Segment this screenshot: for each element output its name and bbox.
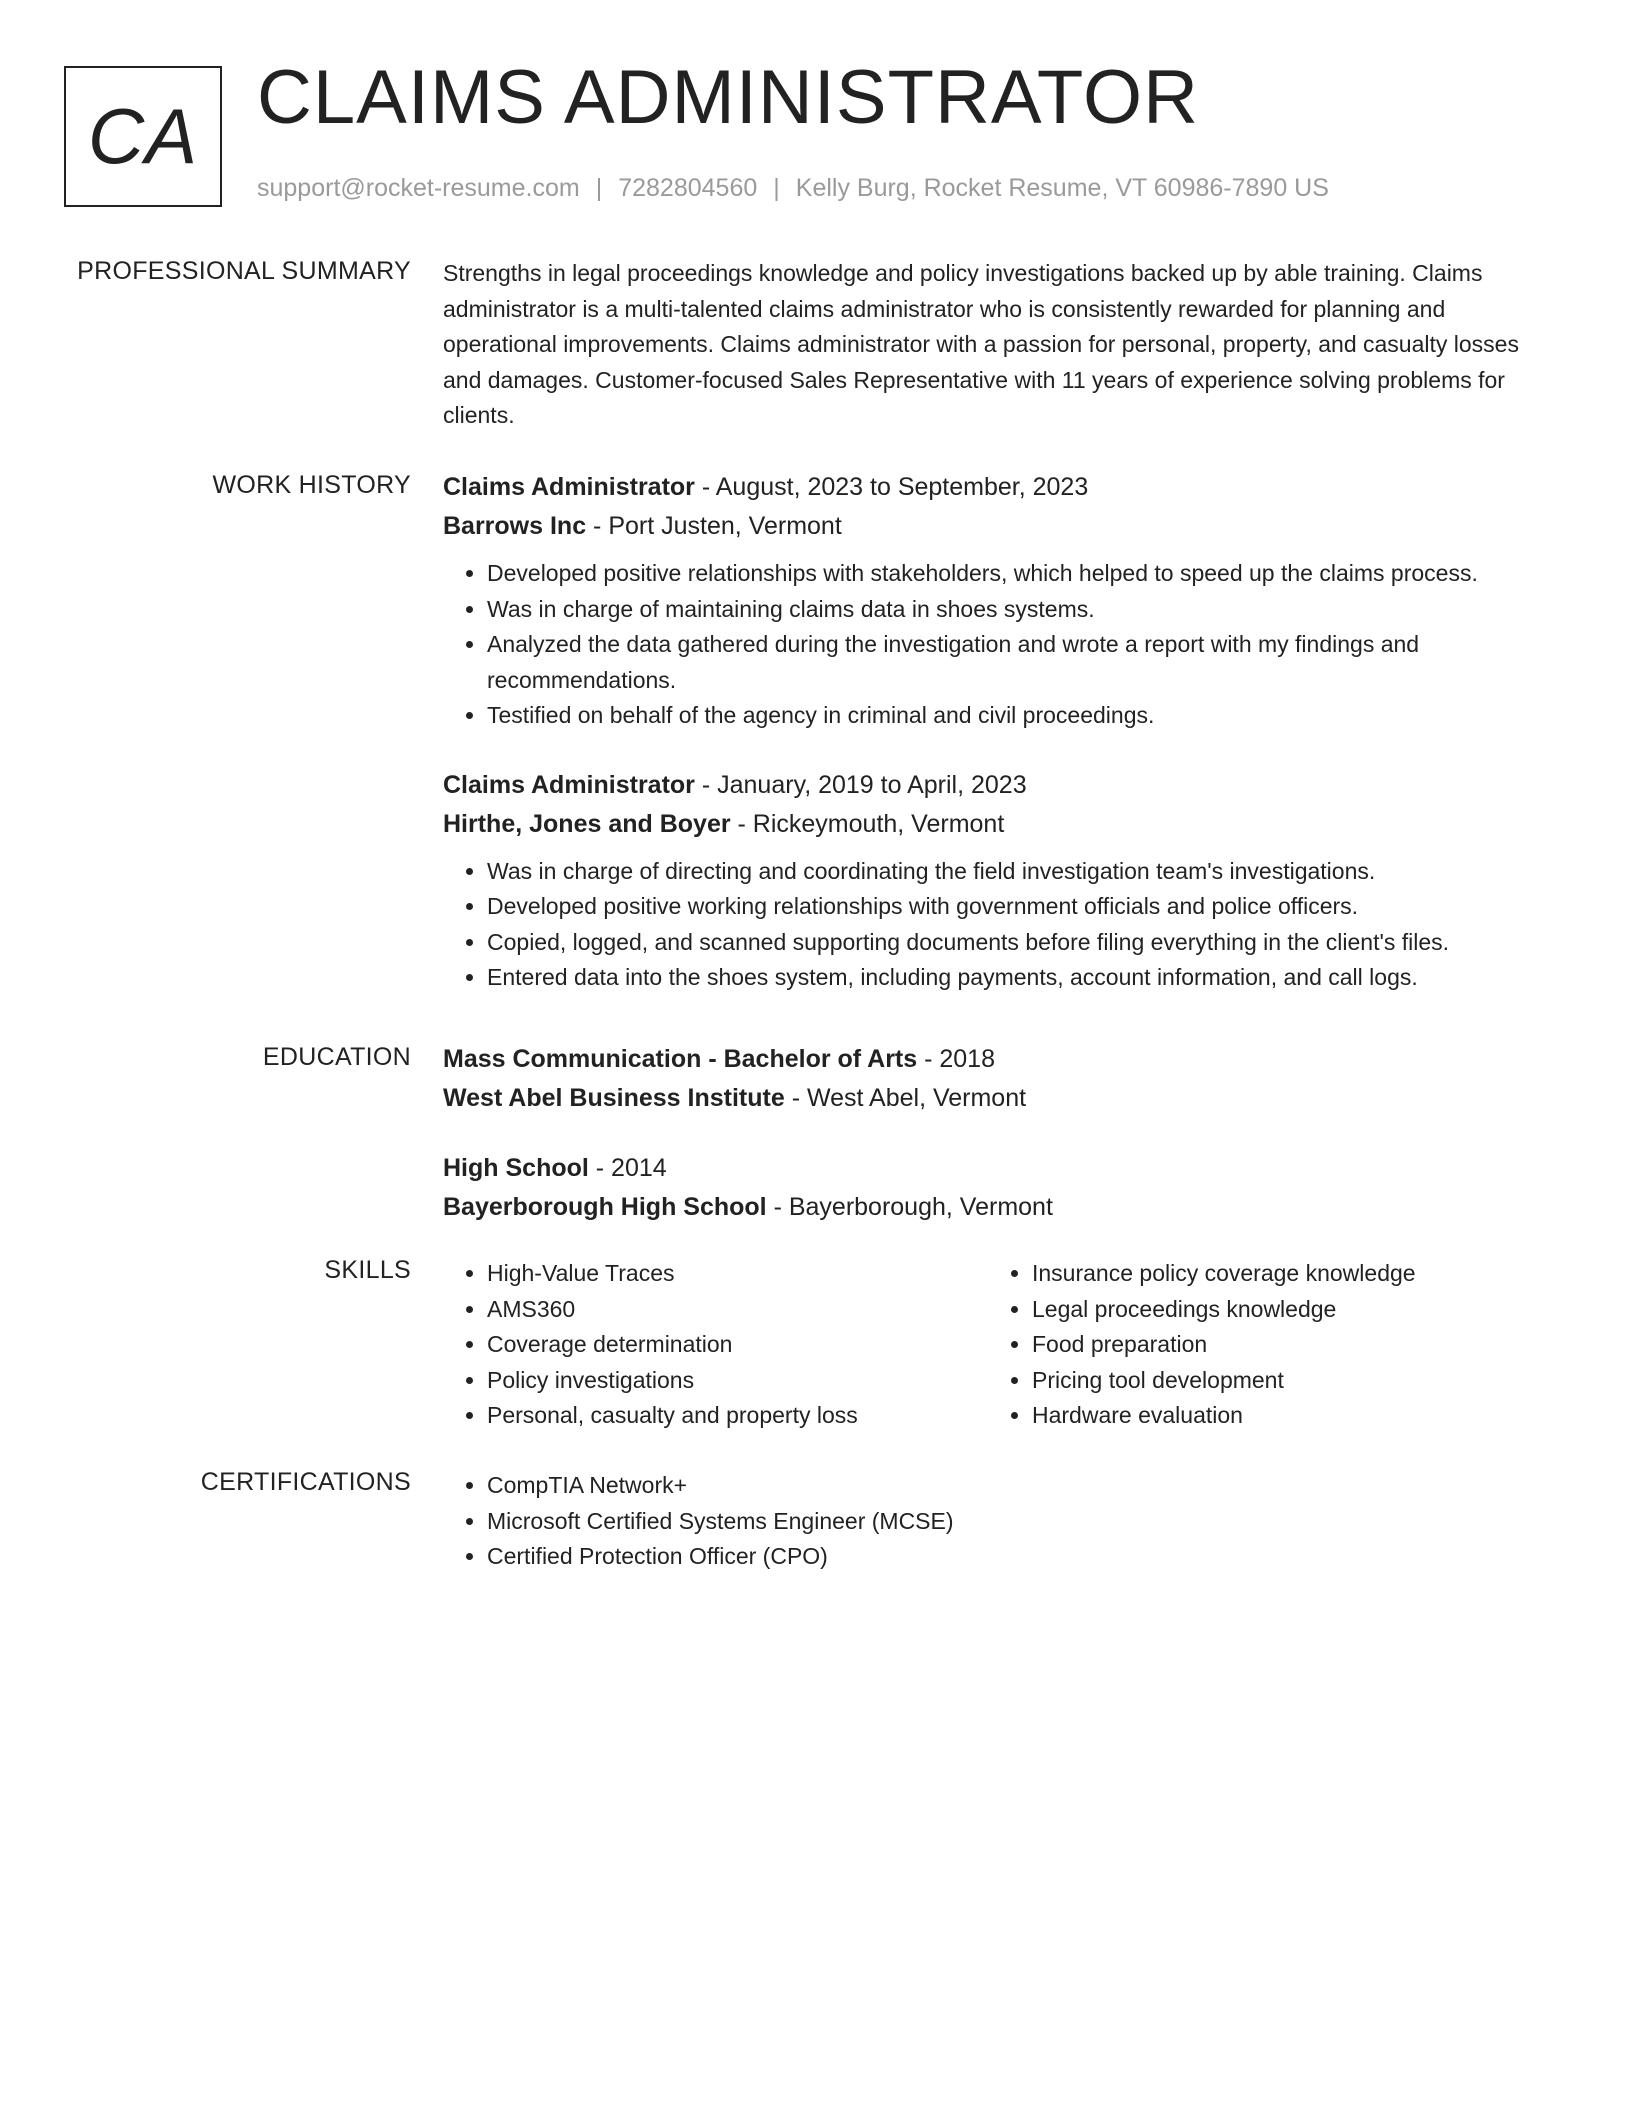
job-company: Barrows Inc xyxy=(443,512,587,540)
contact-phone: 7282804560 xyxy=(618,174,758,202)
contact-separator: | xyxy=(595,174,603,202)
school-line xyxy=(443,1188,1563,1227)
skills-list-left xyxy=(443,1256,988,1434)
job-dates: - January, 2019 to April, 2023 xyxy=(694,770,1027,799)
skills-column-left xyxy=(443,1256,988,1434)
list-item: • CompTIA Network+ xyxy=(487,1468,1563,1504)
section-label-summary: PROFESSIONAL SUMMARY xyxy=(77,257,411,285)
list-item: • Pricing tool development xyxy=(1032,1363,1533,1399)
education-entry xyxy=(443,1149,1563,1227)
contact-separator: | xyxy=(773,174,780,202)
job-company-line xyxy=(443,805,1563,844)
job-title-line xyxy=(443,766,1563,805)
list-item: • High-Value Traces xyxy=(487,1256,988,1292)
work-history-body xyxy=(443,468,1563,996)
school-location: - West Abel, Vermont xyxy=(784,1084,1027,1112)
section-label-education: EDUCATION xyxy=(262,1043,411,1071)
school-location: - Bayerborough, Vermont xyxy=(766,1193,1053,1221)
list-item: • Microsoft Certified Systems Engineer (MCSE) xyxy=(487,1504,1563,1540)
job-title: Claims Administrator xyxy=(443,770,695,799)
job-entry xyxy=(443,766,1563,996)
skills-body xyxy=(443,1256,1563,1434)
list-item: • Copied, logged, and scanned supporting documents before filing everything in the client's files. xyxy=(487,925,1563,961)
job-bullets xyxy=(443,556,1563,734)
section-label-certifications: CERTIFICATIONS xyxy=(200,1468,411,1496)
school: Bayerborough High School xyxy=(443,1193,767,1221)
summary-text: Strengths in legal proceedings knowledge and policy investigations backed up by able training. Claims administrator is a multi-talented claims administrator who is consistently rewarded for planning and operational improvements. Claims administrator with a passion for personal, property, and casualty losses and damages. Customer-focused Sales Representative with 11 years of experience solving problems for clients. xyxy=(443,260,1519,428)
skills-list-right xyxy=(988,1256,1533,1434)
list-item: • Testified on behalf of the agency in criminal and civil proceedings. xyxy=(487,698,1563,734)
job-bullets xyxy=(443,854,1563,996)
list-item: • Analyzed the data gathered during the investigation and wrote a report with my findings and recommendations. xyxy=(487,627,1563,698)
section-label-work-history: WORK HISTORY xyxy=(212,471,411,499)
job-title-line xyxy=(443,468,1563,507)
school: West Abel Business Institute xyxy=(443,1084,785,1112)
degree: High School xyxy=(443,1154,589,1182)
list-item: • Legal proceedings knowledge xyxy=(1032,1292,1533,1328)
list-item: • Insurance policy coverage knowledge xyxy=(1032,1256,1533,1292)
contact-email: support@rocket-resume.com xyxy=(257,174,580,202)
list-item: • Entered data into the shoes system, including payments, account information, and call logs. xyxy=(487,960,1563,996)
list-item: • Policy investigations xyxy=(487,1363,988,1399)
list-item: • Food preparation xyxy=(1032,1327,1533,1363)
list-item: • Developed positive working relationships with government officials and police officers. xyxy=(487,889,1563,925)
degree-year: - 2018 xyxy=(917,1045,995,1073)
degree: Mass Communication - Bachelor of Arts xyxy=(443,1045,918,1073)
contact-address: Kelly Burg, Rocket Resume, VT 60986-7890 US xyxy=(795,174,1329,202)
monogram: CA xyxy=(64,66,222,207)
list-item: • Hardware evaluation xyxy=(1032,1398,1533,1434)
degree-year: - 2014 xyxy=(588,1154,667,1182)
contact-line xyxy=(257,174,1329,203)
job-location: - Port Justen, Vermont xyxy=(586,512,842,540)
education-body xyxy=(443,1040,1563,1227)
job-entry xyxy=(443,468,1563,734)
job-location: - Rickeymouth, Vermont xyxy=(730,809,1005,838)
degree-line xyxy=(443,1149,1563,1188)
job-dates: - August, 2023 to September, 2023 xyxy=(694,473,1089,501)
list-item: • Was in charge of maintaining claims data in shoes systems. xyxy=(487,592,1563,628)
list-item: • AMS360 xyxy=(487,1292,988,1328)
section-label-skills: SKILLS xyxy=(324,1256,411,1284)
school-line xyxy=(443,1079,1563,1118)
certifications-list xyxy=(443,1468,1563,1575)
list-item: • Certified Protection Officer (CPO) xyxy=(487,1539,1563,1575)
job-title: Claims Administrator xyxy=(443,473,695,501)
job-company-line xyxy=(443,507,1563,546)
list-item: • Developed positive relationships with stakeholders, which helped to speed up the claims process. xyxy=(487,556,1563,592)
degree-line xyxy=(443,1040,1563,1079)
certifications-body xyxy=(443,1468,1563,1575)
education-entry xyxy=(443,1040,1563,1118)
job-company: Hirthe, Jones and Boyer xyxy=(443,809,731,838)
page-title: CLAIMS ADMINISTRATOR xyxy=(257,55,1199,140)
list-item: • Personal, casualty and property loss xyxy=(487,1398,988,1434)
skills-column-right xyxy=(988,1256,1533,1434)
skills-grid xyxy=(443,1256,1563,1434)
list-item: • Coverage determination xyxy=(487,1327,988,1363)
list-item: • Was in charge of directing and coordinating the field investigation team's investigations. xyxy=(487,854,1563,890)
summary-body xyxy=(443,256,1563,434)
